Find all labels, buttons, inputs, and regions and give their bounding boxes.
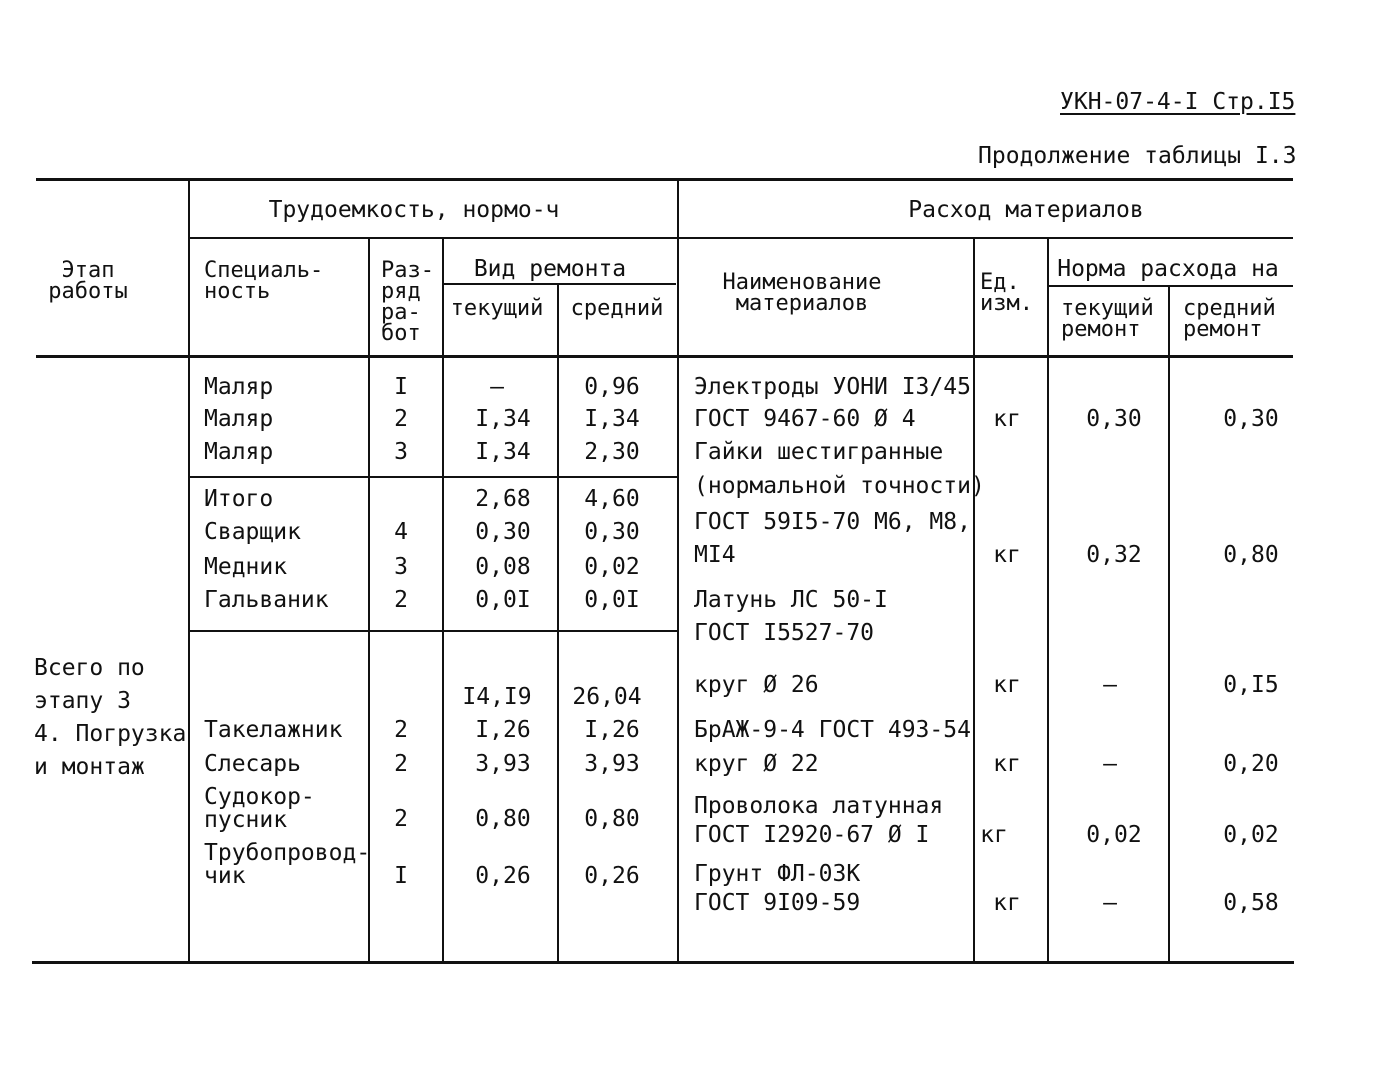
labor-specialty: Сварщик xyxy=(204,519,301,545)
labor-medium: 0,96 xyxy=(584,374,640,400)
labor-specialty: Гальваник xyxy=(204,587,329,613)
header-current: текущий xyxy=(450,296,544,321)
norm-unit: кг xyxy=(993,751,1021,777)
norm-unit: кг xyxy=(993,542,1021,568)
material-line: (нормальной точности) xyxy=(694,473,985,499)
norm-unit: кг xyxy=(980,822,1008,848)
labor-medium: 3,93 xyxy=(584,751,640,777)
norm-current: 0,32 xyxy=(1086,542,1142,568)
labor-current: I,26 xyxy=(475,717,531,743)
norm-medium: 0,80 xyxy=(1223,542,1279,568)
labor-current: 0,0I xyxy=(475,587,531,613)
header-labor: Трудоемкость, нормо-ч xyxy=(268,197,560,223)
labor-medium: 4,60 xyxy=(584,486,640,512)
labor-grade: 3 xyxy=(394,554,408,580)
labor-current: I,34 xyxy=(475,439,531,465)
material-line: Латунь ЛС 50-I xyxy=(694,587,888,613)
labor-current: I,34 xyxy=(475,406,531,432)
labor-medium: 0,02 xyxy=(584,554,640,580)
labor-current: I4,I9 xyxy=(462,684,532,710)
labor-medium: 0,30 xyxy=(584,519,640,545)
labor-specialty: Маляр xyxy=(204,374,274,400)
labor-specialty: Слесарь xyxy=(204,751,301,777)
labor-grade: I xyxy=(394,863,408,889)
labor-current: 0,30 xyxy=(475,519,531,545)
material-line: МI4 xyxy=(694,542,736,568)
header-medium: средний xyxy=(570,296,664,321)
labor-medium: I,26 xyxy=(584,717,640,743)
material-line: ГОСТ 9I09-59 xyxy=(694,890,861,916)
material-line: БрАЖ-9-4 ГОСТ 493-54 xyxy=(694,717,971,743)
labor-grade: 2 xyxy=(394,751,408,777)
labor-specialty: Трубопровод- чик xyxy=(204,840,371,889)
material-line: ГОСТ 59I5-70 М6, М8, xyxy=(694,509,971,535)
material-line: Проволока латунная xyxy=(694,793,944,819)
norm-medium: 0,20 xyxy=(1223,751,1279,777)
labor-medium: I,34 xyxy=(584,406,640,432)
header-stage: Этап работы xyxy=(48,258,128,304)
norm-unit: кг xyxy=(993,406,1021,432)
labor-current: – xyxy=(490,374,504,400)
header-material-name: Наименование материалов xyxy=(722,270,882,316)
material-line: Электроды УОНИ I3/45 xyxy=(694,374,971,400)
norm-current: – xyxy=(1103,672,1117,698)
labor-grade: 2 xyxy=(394,406,408,432)
material-line: Грунт ФЛ-03К xyxy=(694,861,861,887)
material-line: круг Ø 22 xyxy=(694,751,819,777)
labor-medium: 2,30 xyxy=(584,439,640,465)
header-grade: Раз- ряд ра- бот xyxy=(381,258,434,346)
norm-medium: 0,58 xyxy=(1223,890,1279,916)
labor-grade: 2 xyxy=(394,717,408,743)
header-repair-type: Вид ремонта xyxy=(473,256,627,282)
material-line: круг Ø 26 xyxy=(694,672,819,698)
header-materials: Расход материалов xyxy=(908,197,1144,223)
labor-current: 0,80 xyxy=(475,806,531,832)
material-line: ГОСТ I2920-67 Ø I xyxy=(694,822,930,848)
document-code: УКН-07-4-I Стр.I5 xyxy=(1060,89,1296,115)
labor-medium: 0,0I xyxy=(584,587,640,613)
norm-unit: кг xyxy=(993,672,1021,698)
labor-grade: 2 xyxy=(394,806,408,832)
labor-current: 2,68 xyxy=(475,486,531,512)
labor-medium: 0,80 xyxy=(584,806,640,832)
labor-current: 0,26 xyxy=(475,863,531,889)
norm-medium: 0,I5 xyxy=(1223,672,1279,698)
header-current-repair: текущий ремонт xyxy=(1061,296,1154,342)
header-unit: Ед. изм. xyxy=(980,270,1033,316)
material-line: ГОСТ I5527-70 xyxy=(694,620,875,646)
labor-current: 3,93 xyxy=(475,751,531,777)
material-line: Гайки шестигранные xyxy=(694,439,944,465)
labor-medium: 0,26 xyxy=(584,863,640,889)
labor-current: 0,08 xyxy=(475,554,531,580)
material-line: ГОСТ 9467-60 Ø 4 xyxy=(694,406,916,432)
header-norm: Норма расхода на xyxy=(1057,256,1279,282)
norm-current: 0,02 xyxy=(1086,822,1142,848)
labor-grade: 3 xyxy=(394,439,408,465)
norm-unit: кг xyxy=(993,890,1021,916)
labor-specialty: Такелажник xyxy=(204,717,343,743)
labor-grade: 4 xyxy=(394,519,408,545)
norm-medium: 0,30 xyxy=(1223,406,1279,432)
stage-text: Всего по этапу 3 4. Погрузка и монтаж xyxy=(34,655,187,780)
labor-specialty: Маляр xyxy=(204,406,274,432)
labor-medium: 26,04 xyxy=(572,684,642,710)
labor-grade: 2 xyxy=(394,587,408,613)
labor-specialty: Маляр xyxy=(204,439,274,465)
labor-specialty: Медник xyxy=(204,554,288,580)
labor-grade: I xyxy=(394,374,408,400)
table-continuation-title: Продолжение таблицы I.3 xyxy=(978,143,1297,169)
norm-current: – xyxy=(1103,890,1117,916)
labor-specialty: Итого xyxy=(204,486,274,512)
header-medium-repair: средний ремонт xyxy=(1183,296,1276,342)
header-specialty: Специаль- ность xyxy=(204,258,324,304)
labor-specialty: Судокор- пусник xyxy=(204,784,315,833)
norm-current: 0,30 xyxy=(1086,406,1142,432)
norm-medium: 0,02 xyxy=(1223,822,1279,848)
norm-current: – xyxy=(1103,751,1117,777)
